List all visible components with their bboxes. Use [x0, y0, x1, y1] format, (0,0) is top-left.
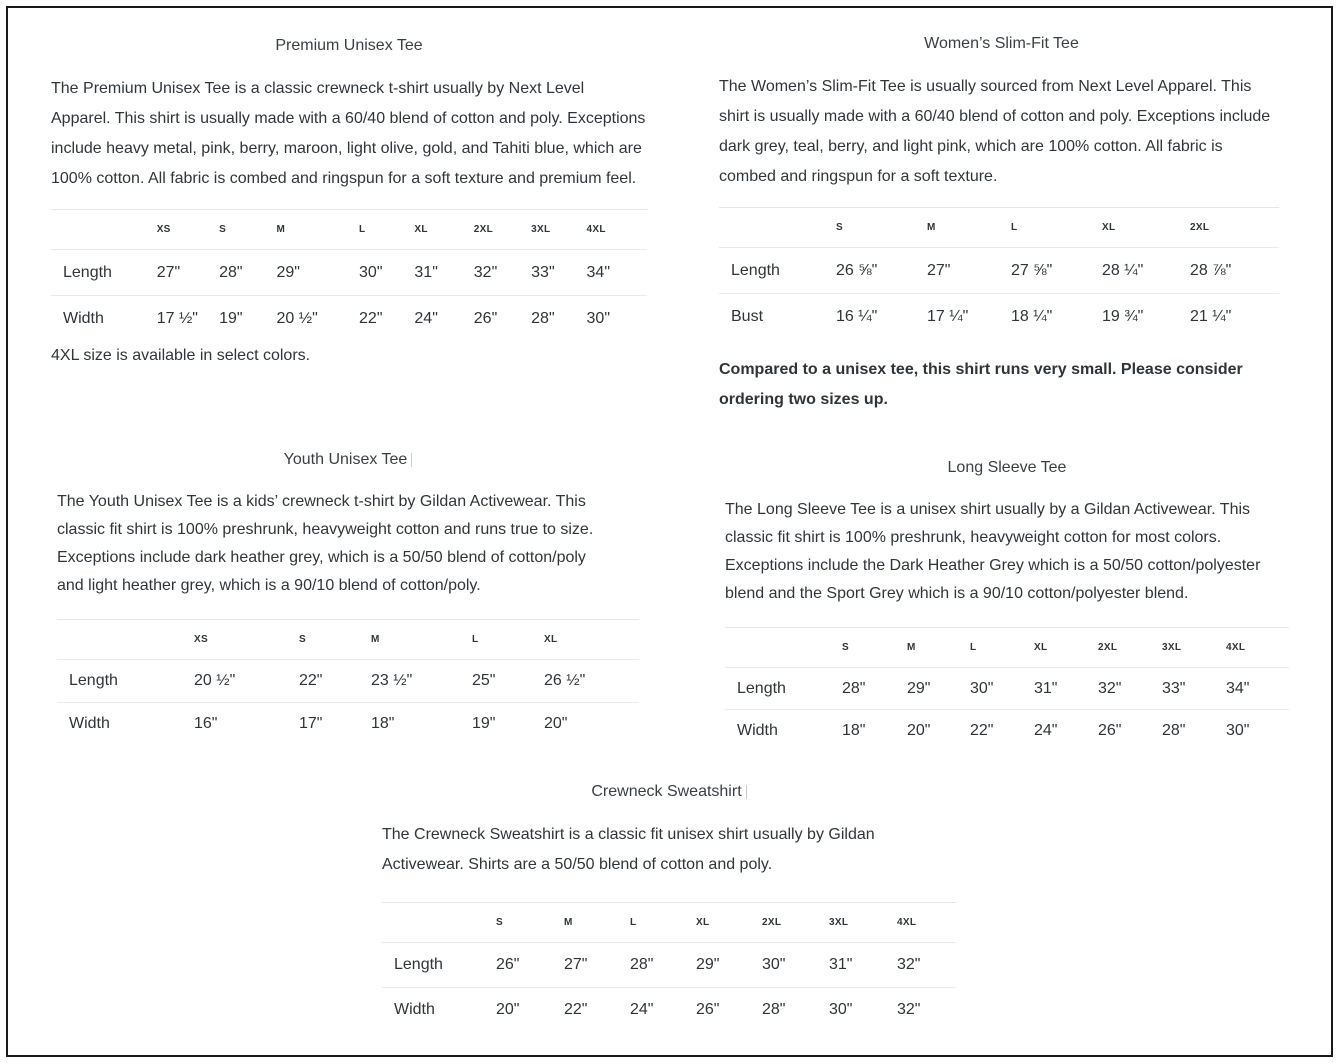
measurement-value: 32" — [897, 988, 956, 1033]
measurement-value: 19" — [472, 703, 544, 746]
size-table — [57, 619, 639, 746]
section-title: Long Sleeve Tee — [947, 459, 1067, 476]
measurement-value: 20" — [907, 710, 970, 752]
measurement-row-width — [57, 703, 639, 746]
size-header-2xl: 2XL — [1098, 642, 1118, 653]
size-table — [725, 627, 1289, 752]
measurement-row-bust — [719, 294, 1279, 340]
measurement-label: Length — [57, 660, 194, 703]
measurement-value: 28" — [219, 250, 276, 296]
crewneck-sweatshirt-section — [382, 782, 956, 1033]
measurement-row-width — [51, 296, 647, 342]
measurement-value: 32" — [1098, 668, 1162, 710]
measurement-value: 33" — [1162, 668, 1226, 710]
measurement-value: 30" — [762, 943, 829, 988]
header-blank-cell — [382, 903, 496, 943]
size-table — [382, 902, 956, 1033]
header-blank-cell — [51, 210, 157, 250]
size-table — [51, 209, 647, 342]
measurement-value: 27" — [157, 250, 219, 296]
measurement-value: 26 ⅝" — [836, 248, 927, 294]
size-header-m: M — [927, 222, 936, 233]
size-header-xs: XS — [194, 634, 208, 645]
size-header-l: L — [630, 917, 637, 928]
measurement-value: 28" — [630, 943, 696, 988]
measurement-value: 32" — [474, 250, 531, 296]
measurement-value: 17 ½" — [157, 296, 219, 342]
section-description: The Crewneck Sweatshirt is a classic fit unisex shirt usually by Gildan Activewear. Shirts are a 50/50 blend of cotton and poly. — [382, 826, 875, 873]
measurement-value: 19 ¾" — [1102, 294, 1190, 340]
measurement-value: 27 ⅝" — [1011, 248, 1102, 294]
header-blank-cell — [57, 620, 194, 660]
size-header-s: S — [299, 634, 306, 645]
measurement-row-width — [382, 988, 956, 1033]
size-header-s: S — [842, 642, 849, 653]
size-header-row — [719, 208, 1279, 248]
measurement-value: 24" — [414, 296, 473, 342]
size-header-xl: XL — [1102, 222, 1116, 233]
youth-unisex-tee-section — [57, 450, 639, 746]
cursor-mark — [411, 453, 412, 467]
header-blank-cell — [725, 628, 842, 668]
measurement-value: 27" — [927, 248, 1011, 294]
measurement-label: Width — [51, 296, 157, 342]
measurement-value: 16" — [194, 703, 299, 746]
measurement-value: 29" — [276, 250, 359, 296]
measurement-value: 22" — [359, 296, 414, 342]
size-header-m: M — [564, 917, 573, 928]
size-header-4xl: 4XL — [586, 224, 606, 235]
size-header-xl: XL — [414, 224, 428, 235]
measurement-value: 29" — [907, 668, 970, 710]
measurement-value: 22" — [564, 988, 630, 1033]
size-header-s: S — [836, 222, 843, 233]
measurement-value: 31" — [829, 943, 897, 988]
measurement-value: 20 ½" — [276, 296, 359, 342]
measurement-value: 30" — [970, 668, 1034, 710]
size-header-3xl: 3XL — [829, 917, 849, 928]
section-description: The Women’s Slim-Fit Tee is usually sourced from Next Level Apparel. This shirt is usually made with a 60/40 blend of cotton and poly. Exceptions include dark grey, teal, berry, and light pink, which are 100% cotton. All fabric is combed and ringspun for a soft texture. — [719, 78, 1271, 185]
measurement-row-length — [719, 248, 1279, 294]
size-header-l: L — [970, 642, 977, 653]
size-header-4xl: 4XL — [1226, 642, 1246, 653]
measurement-value: 30" — [359, 250, 414, 296]
size-header-xl: XL — [696, 917, 710, 928]
size-header-m: M — [907, 642, 916, 653]
measurement-value: 32" — [897, 943, 956, 988]
measurement-value: 26" — [1098, 710, 1162, 752]
size-header-m: M — [371, 634, 380, 645]
measurement-value: 20 ½" — [194, 660, 299, 703]
measurement-value: 30" — [829, 988, 897, 1033]
measurement-value: 30" — [1226, 710, 1289, 752]
measurement-row-length — [725, 668, 1289, 710]
measurement-value: 28" — [531, 296, 586, 342]
size-header-row — [382, 903, 956, 943]
size-header-3xl: 3XL — [1162, 642, 1182, 653]
measurement-value: 16 ¼" — [836, 294, 927, 340]
measurement-value: 34" — [1226, 668, 1289, 710]
size-header-4xl: 4XL — [897, 917, 917, 928]
measurement-label: Width — [725, 710, 842, 752]
measurement-value: 17" — [299, 703, 371, 746]
measurement-value: 29" — [696, 943, 762, 988]
measurement-value: 27" — [564, 943, 630, 988]
size-header-l: L — [359, 224, 366, 235]
measurement-label: Length — [51, 250, 157, 296]
size-header-xl: XL — [1034, 642, 1048, 653]
size-header-2xl: 2XL — [1190, 222, 1210, 233]
measurement-label: Width — [57, 703, 194, 746]
measurement-row-width — [725, 710, 1289, 752]
measurement-value: 26" — [474, 296, 531, 342]
measurement-value: 28" — [842, 668, 907, 710]
measurement-value: 28 ⅞" — [1190, 248, 1279, 294]
size-table — [719, 207, 1279, 340]
measurement-value: 31" — [414, 250, 473, 296]
long-sleeve-tee-section — [725, 458, 1289, 752]
fit-warning-note: Compared to a unisex tee, this shirt runs very small. Please consider ordering two sizes up. — [719, 360, 1243, 408]
measurement-value: 26" — [496, 943, 564, 988]
section-title: Premium Unisex Tee — [275, 37, 423, 54]
premium-unisex-tee-section — [51, 36, 647, 368]
measurement-label: Bust — [719, 294, 836, 340]
measurement-value: 28" — [1162, 710, 1226, 752]
section-description: The Youth Unisex Tee is a kids’ crewneck t-shirt by Gildan Activewear. This classic fit shirt is 100% preshrunk, heavyweight cotton and runs true to size. Exceptions include dark heather grey, which is a 50/50 blend of cotton/poly and light heather grey, which is a 90/10 blend of cotton/poly. — [57, 493, 594, 594]
size-header-m: M — [276, 224, 286, 235]
size-header-xs: XS — [156, 224, 171, 235]
size-guide-frame — [6, 6, 1333, 1057]
measurement-value: 18 ¼" — [1011, 294, 1102, 340]
size-header-row — [57, 620, 639, 660]
measurement-value: 28 ¼" — [1102, 248, 1190, 294]
size-header-2xl: 2XL — [473, 224, 494, 235]
measurement-value: 18" — [842, 710, 907, 752]
measurement-value: 22" — [299, 660, 371, 703]
measurement-value: 26 ½" — [544, 660, 639, 703]
size-header-l: L — [472, 634, 479, 645]
measurement-value: 34" — [587, 250, 647, 296]
availability-note: 4XL size is available in select colors. — [51, 346, 311, 364]
measurement-value: 20" — [544, 703, 639, 746]
section-title: Women’s Slim-Fit Tee — [924, 35, 1079, 52]
size-header-3xl: 3XL — [531, 224, 551, 235]
measurement-value: 25" — [472, 660, 544, 703]
measurement-label: Length — [382, 943, 496, 988]
size-header-row — [725, 628, 1289, 668]
size-header-s: S — [496, 917, 503, 928]
measurement-value: 23 ½" — [371, 660, 472, 703]
section-description: The Premium Unisex Tee is a classic crewneck t-shirt usually by Next Level Apparel. This shirt is usually made with a 60/40 blend of cotton and poly. Exceptions include heavy metal, pink, berry, maroon, light olive, gold, and Tahiti blue, which are 100% cotton. All fabric is combed and ringspun for a soft texture and premium feel. — [51, 80, 646, 187]
measurement-row-length — [51, 250, 647, 296]
measurement-value: 18" — [371, 703, 472, 746]
section-title: Youth Unisex Tee — [57, 450, 639, 470]
header-blank-cell — [719, 208, 836, 248]
measurement-value: 17 ¼" — [927, 294, 1011, 340]
measurement-row-length — [57, 660, 639, 703]
measurement-label: Length — [725, 668, 842, 710]
size-header-l: L — [1011, 222, 1018, 233]
measurement-value: 22" — [970, 710, 1034, 752]
measurement-value: 20" — [496, 988, 564, 1033]
size-header-xl: XL — [544, 634, 558, 645]
size-header-2xl: 2XL — [762, 917, 782, 928]
measurement-value: 19" — [219, 296, 276, 342]
size-header-s: S — [219, 224, 227, 235]
measurement-value: 30" — [587, 296, 647, 342]
measurement-value: 28" — [762, 988, 829, 1033]
measurement-value: 26" — [696, 988, 762, 1033]
section-description: The Long Sleeve Tee is a unisex shirt usually by a Gildan Activewear. This classic fit shirt is 100% preshrunk, heavyweight cotton for most colors. Exceptions include the Dark Heather Grey which is a 50/50 cotton/polyester blend and the Sport Grey which is a 90/10 cotton/polyester blend. — [725, 501, 1261, 602]
size-header-row — [51, 210, 647, 250]
womens-slim-fit-tee-section — [719, 34, 1284, 415]
measurement-label: Width — [382, 988, 496, 1033]
measurement-value: 21 ¼" — [1190, 294, 1279, 340]
measurement-value: 24" — [630, 988, 696, 1033]
measurement-label: Length — [719, 248, 836, 294]
section-title: Crewneck Sweatshirt — [382, 782, 956, 802]
measurement-value: 24" — [1034, 710, 1098, 752]
cursor-mark — [746, 785, 747, 799]
measurement-row-length — [382, 943, 956, 988]
measurement-value: 31" — [1034, 668, 1098, 710]
measurement-value: 33" — [531, 250, 586, 296]
